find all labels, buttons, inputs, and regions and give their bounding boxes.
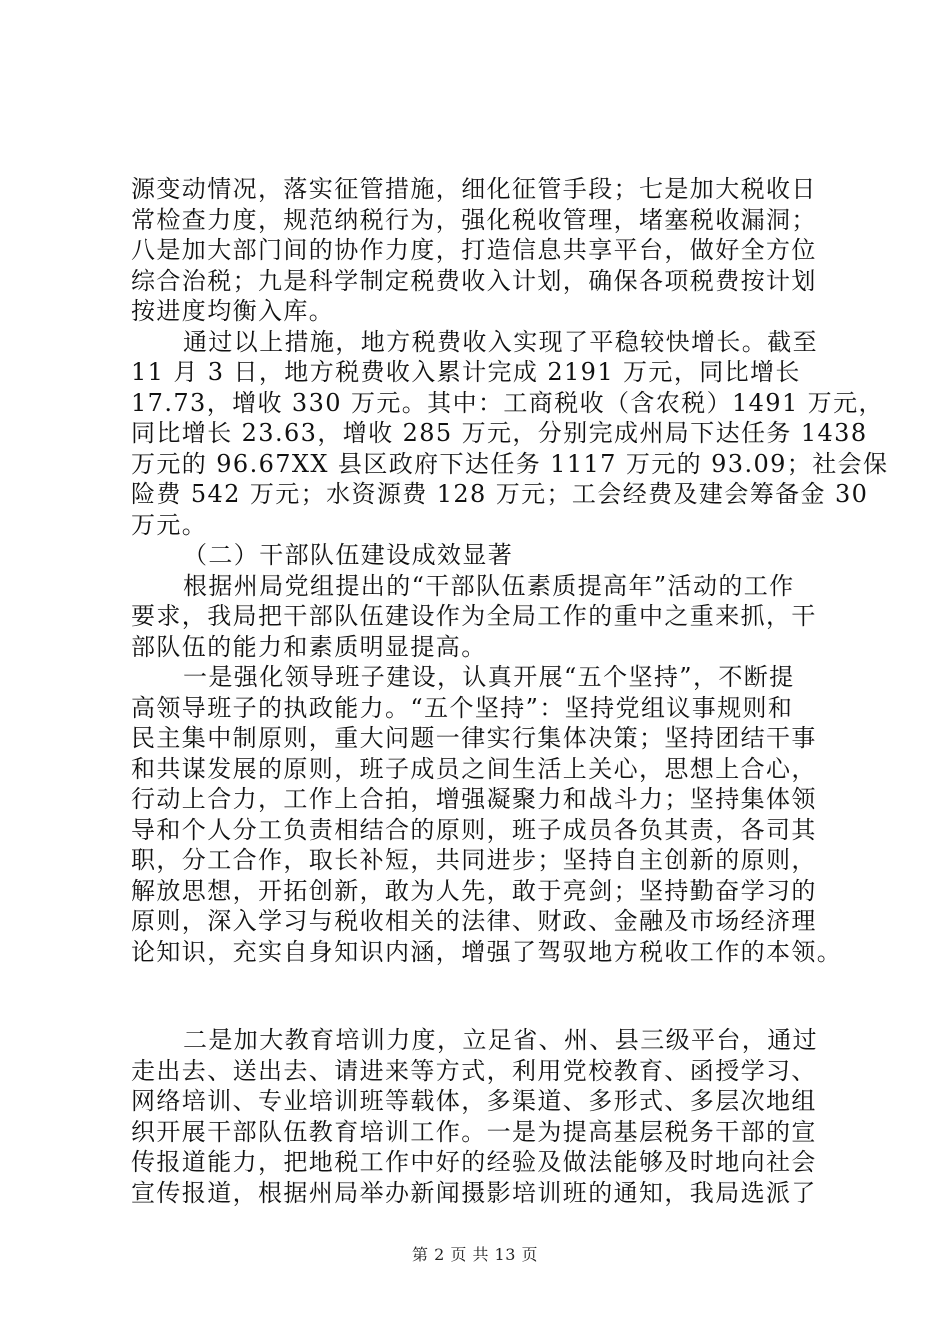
text-line: 要求，我局把干部队伍建设作为全局工作的重中之重来抓，干	[131, 602, 817, 630]
paragraph-start-line: 根据州局党组提出的“干部队伍素质提高年”活动的工作	[183, 571, 795, 600]
page-number-footer: 第 2 页 共 13 页	[412, 1245, 538, 1264]
paragraph-start-line: 一是强化领导班子建设，认真开展“五个坚持”，不断提	[183, 663, 795, 691]
text-line: 万元。	[131, 510, 208, 539]
text-line: 网络培训、专业培训班等载体，多渠道、多形式、多层次地组	[131, 1087, 817, 1115]
text-line: 按进度均衡入库。	[131, 297, 335, 325]
text-line: 职，分工合作，取长补短，共同进步；坚持自主创新的原则，	[131, 846, 817, 874]
text-line: 解放思想，开拓创新，敢为人先，敢于亮剑；坚持勤奋学习的	[131, 876, 817, 905]
text-line: 综合治税；九是科学制定税费收入计划，确保各项税费按计划	[131, 266, 817, 295]
section-heading: （二）干部队伍建设成效显著	[183, 541, 514, 569]
text-line: 传报道能力，把地税工作中好的经验及做法能够及时地向社会	[131, 1148, 817, 1176]
text-line: 11 月 3 日，地方税费收入累计完成 2191 万元，同比增长	[131, 358, 801, 386]
paragraph-start-line: 二是加大教育培训力度，立足省、州、县三级平台，通过	[183, 1026, 818, 1054]
text-line: 论知识，充实自身知识内涵，增强了驾驭地方税收工作的本领。	[131, 937, 843, 966]
text-line: 行动上合力，工作上合拍，增强凝聚力和战斗力；坚持集体领	[131, 785, 817, 813]
text-line: 和共谋发展的原则，班子成员之间生活上关心，思想上合心，	[131, 754, 817, 783]
paragraph-gap	[131, 967, 831, 1025]
text-line: 原则，深入学习与税收相关的法律、财政、金融及市场经济理	[131, 907, 817, 935]
text-line: 险费 542 万元；水资源费 128 万元；工会经费及建会筹备金 30	[131, 480, 869, 508]
text-line: 常检查力度，规范纳税行为，强化税收管理，堵塞税收漏洞；	[131, 205, 817, 234]
text-line: 万元的 96.67XX 县区政府下达任务 1117 万元的 93.09；社会保	[131, 449, 889, 478]
text-line: 部队伍的能力和素质明显提高。	[131, 632, 487, 661]
text-line: 17.73，增收 330 万元。其中：工商税收（含农税）1491 万元，	[131, 388, 884, 417]
document-body	[131, 174, 889, 1208]
text-line: 导和个人分工负责相结合的原则，班子成员各负其责，各司其	[131, 815, 817, 844]
text-line: 宣传报道，根据州局举办新闻摄影培训班的通知，我局选派了	[131, 1178, 817, 1207]
paragraph-start-line: 通过以上措施，地方税费收入实现了平稳较快增长。截至	[183, 327, 818, 356]
text-line: 八是加大部门间的协作力度，打造信息共享平台，做好全方位	[131, 236, 817, 264]
text-line: 走出去、送出去、请进来等方式，利用党校教育、函授学习、	[131, 1056, 817, 1085]
text-line: 民主集中制原则，重大问题一律实行集体决策；坚持团结干事	[131, 724, 817, 752]
text-line: 织开展干部队伍教育培训工作。一是为提高基层税务干部的宣	[131, 1117, 817, 1146]
text-line: 高领导班子的执政能力。“五个坚持”：坚持党组议事规则和	[131, 693, 794, 722]
text-line: 源变动情况，落实征管措施，细化征管手段；七是加大税收日	[131, 175, 817, 203]
text-line: 同比增长 23.63，增收 285 万元，分别完成州局下达任务 1438	[131, 419, 868, 447]
